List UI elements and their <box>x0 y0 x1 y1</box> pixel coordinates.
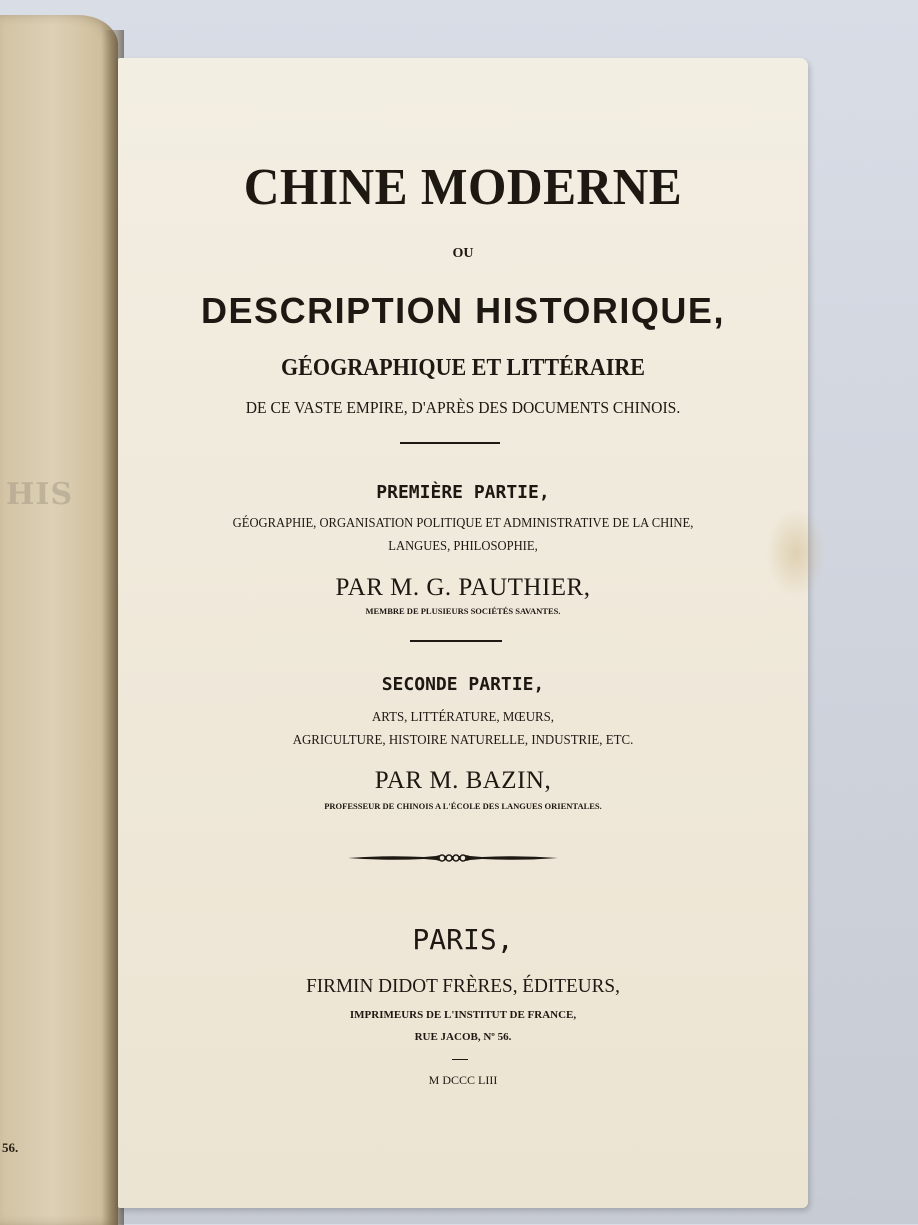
imprint-publisher: FIRMIN DIDOT FRÈRES, ÉDITEURS, <box>306 975 620 997</box>
part-1-credentials: MEMBRE DE PLUSIEURS SOCIÉTÉS SAVANTES. <box>365 606 561 616</box>
part-2-credentials: PROFESSEUR DE CHINOIS A L'ÉCOLE DES LANGUES ORIENTALES. <box>324 801 602 811</box>
imprint-address: RUE JACOB, Nº 56. <box>414 1031 512 1043</box>
left-page-ghost-text: HIS <box>6 477 74 512</box>
subtitle-line-1: DESCRIPTION HISTORIQUE, <box>201 290 725 331</box>
part-1-author: PAR M. G. PAUTHIER, <box>335 574 591 601</box>
divider-rule-2 <box>410 640 502 642</box>
title-page <box>118 58 808 1208</box>
part-2-subjects-line-2: AGRICULTURE, HISTOIRE NATURELLE, INDUSTRIE, ETC. <box>292 733 634 748</box>
part-2-heading: SECONDE PARTIE, <box>381 674 545 695</box>
divider-rule-1 <box>400 442 500 444</box>
imprint-printer: IMPRIMEURS DE L'INSTITUT DE FRANCE, <box>349 1009 577 1021</box>
left-page-folio: 56. <box>2 1140 19 1155</box>
subtitle-line-2: GÉOGRAPHIQUE ET LITTÉRAIRE <box>280 355 646 381</box>
divider-rule-3 <box>452 1059 468 1060</box>
part-1-heading: PREMIÈRE PARTIE, <box>376 482 550 503</box>
subtitle-line-3: DE CE VASTE EMPIRE, D'APRÈS DES DOCUMENTS CHINOIS. <box>245 398 681 417</box>
part-2-author: PAR M. BAZIN, <box>374 767 552 794</box>
imprint-year: M DCCC LIII <box>428 1073 498 1087</box>
left-page <box>0 15 118 1225</box>
ornamental-rule-icon <box>346 851 560 865</box>
book-title: CHINE MODERNE <box>243 159 683 216</box>
imprint-city: PARIS, <box>412 923 514 956</box>
title-conjunction: OU <box>452 246 474 261</box>
part-2-subjects-line-1: ARTS, LITTÉRATURE, MŒURS, <box>371 710 555 725</box>
part-1-subjects-line-2: LANGUES, PHILOSOPHIE, <box>388 539 538 554</box>
part-1-subjects-line-1: GÉOGRAPHIE, ORGANISATION POLITIQUE ET ADMINISTRATIVE DE LA CHINE, <box>232 516 694 531</box>
